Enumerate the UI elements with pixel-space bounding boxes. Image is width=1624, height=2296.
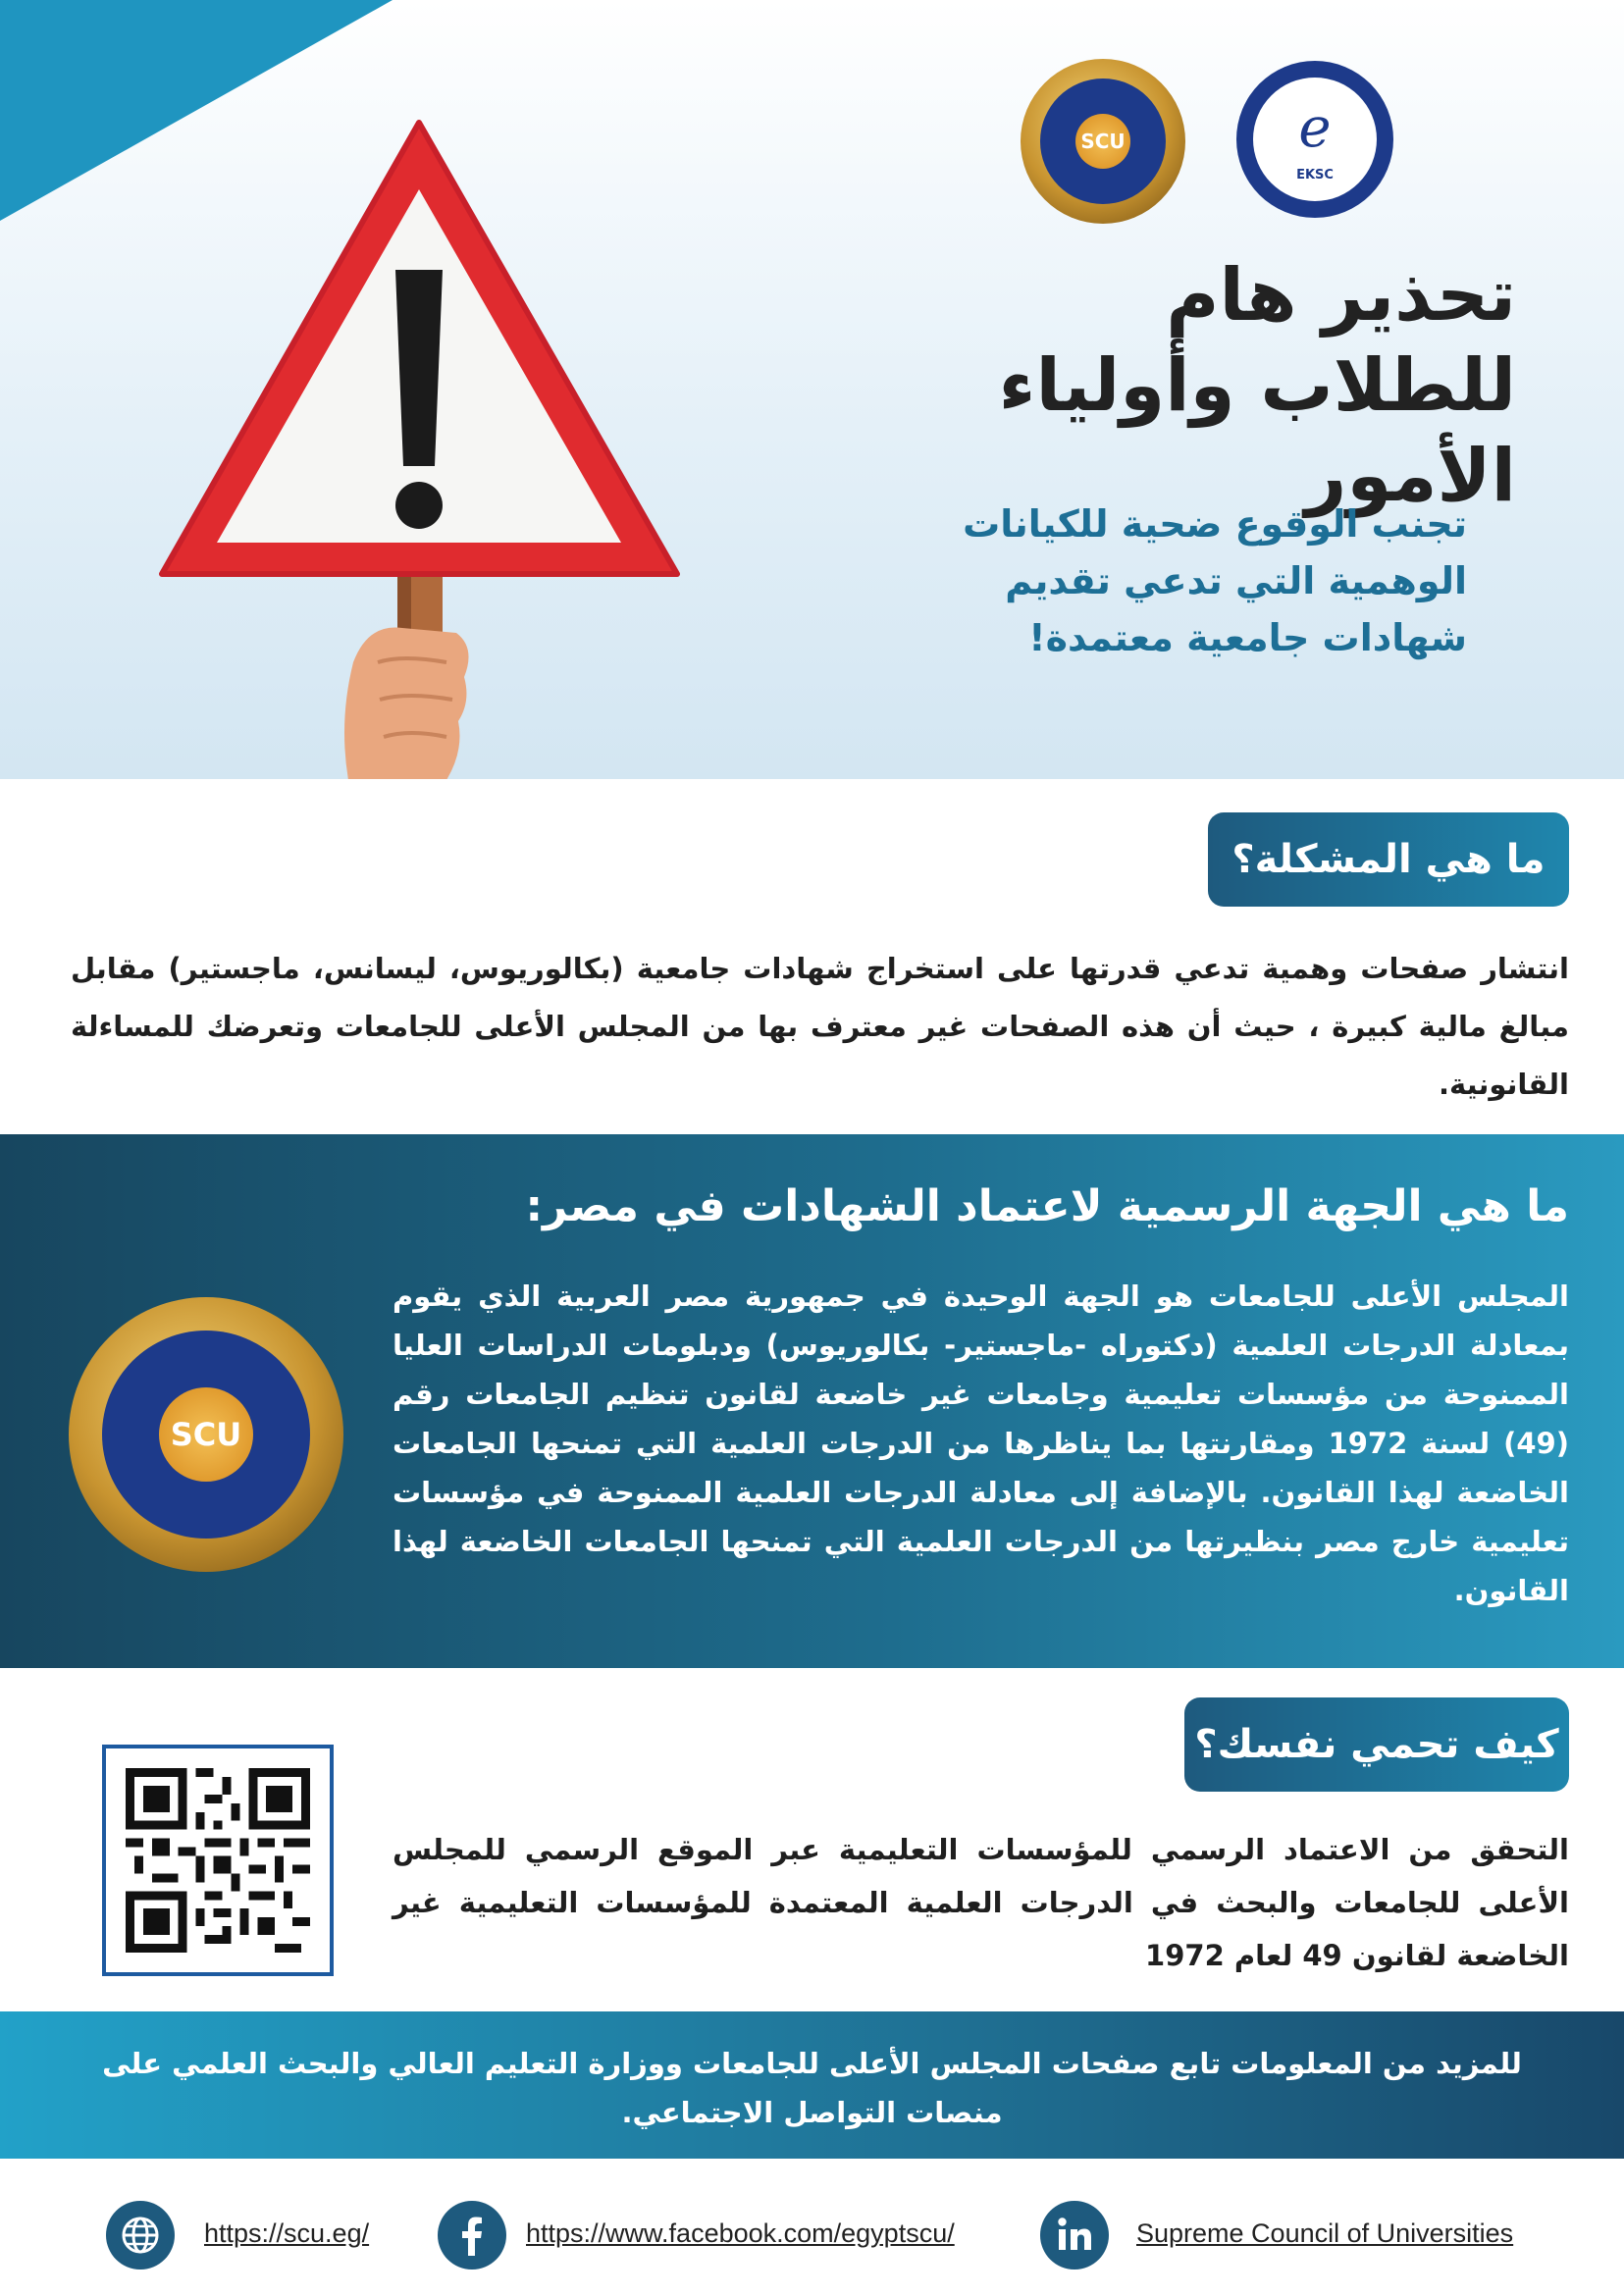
scu-seal-inner [102, 1331, 310, 1539]
facebook-link[interactable]: https://www.facebook.com/egyptscu/ [526, 2218, 955, 2248]
ekcs-logo-acronym: EKSC [1296, 168, 1334, 183]
authority-heading: ما هي الجهة الرسمية لاعتماد الشهادات في مصر: [525, 1181, 1569, 1231]
qr-code-frame[interactable] [102, 1745, 334, 1976]
scu-logo-inner [1040, 78, 1166, 204]
qr-code-icon[interactable] [126, 1768, 310, 1953]
problem-paragraph: انتشار صفحات وهمية تدعي قدرتها على استخراج شهادات جامعية (بكالوريوس، ليسانس، ماجستير) مقابل مبالغ مالية كبيرة ، حيث أن هذه الصفحات غير معترف بها من المجلس الأعلى للجامعات وتعرضك للمساءلة القانونية. [71, 952, 1569, 1101]
website-link[interactable]: https://scu.eg/ [204, 2218, 370, 2248]
authority-paragraph: المجلس الأعلى للجامعات هو الجهة الوحيدة في جمهورية مصر العربية الذي يقوم بمعادلة الدرجات العلمية (دكتوراه -ماجستير- بكالوريوس) ودبلومات الدراسات العليا الممنوحة من مؤسسات تعليمية وجامعات غير خاضعة لقانون تنظيم الجامعات رقم (49) لسنة 1972 ومقارنتها بما يناظرها من الدرجات العلمية التي تمنحها الجامعات الخاضعة لهذا القانون. بالإضافة إلى معادلة الدرجات العلمية الممنوحة في مؤسسات تعليمية خارج مصر بنظيرتها من الدرجات العلمية التي تمنحها الجامعات الخاضعة لهذا القانون. [393, 1279, 1569, 1607]
info-banner [0, 2011, 1624, 2159]
globe-icon[interactable] [106, 2201, 175, 2270]
hero-section [0, 0, 1624, 779]
scu-seal-logo [69, 1297, 343, 1572]
page-subtitle: تجنب الوقوع ضحية للكيانات الوهمية التي تدعي تقديم شهادات جامعية معتمدة! [963, 502, 1467, 659]
protect-heading: كيف تحمي نفسك؟ [1184, 1697, 1569, 1792]
authority-section [0, 1134, 1624, 1668]
warning-sign-icon [152, 113, 687, 779]
banner-text: للمزيد من المعلومات تابع صفحات المجلس الأعلى للجامعات ووزارة التعليم العالي والبحث العلمي على منصات التواصل الاجتماعي. [102, 2047, 1522, 2129]
scu-logo-core: SCU [1075, 114, 1130, 169]
linkedin-link[interactable]: Supreme Council of Universities [1136, 2218, 1514, 2248]
problem-heading: ما هي المشكلة؟ [1208, 812, 1569, 907]
ekcs-logo-inner [1253, 78, 1377, 201]
scu-logo [1021, 59, 1185, 224]
page-title: تحذير هام للطلاب وأولياء الأمور [998, 253, 1516, 518]
facebook-icon[interactable] [438, 2201, 506, 2270]
scu-seal-core: SCU [159, 1387, 253, 1482]
ekcs-logo-mark: e [1298, 96, 1332, 160]
ekcs-logo [1236, 61, 1393, 218]
linkedin-icon[interactable] [1040, 2201, 1109, 2270]
protect-paragraph: التحقق من الاعتماد الرسمي للمؤسسات التعليمية عبر الموقع الرسمي للمجلس الأعلى للجامعات والبحث في الدرجات العلمية المعتمدة للمؤسسات التعليمية غير الخاضعة لقانون 49 لعام 1972 [393, 1833, 1569, 1972]
